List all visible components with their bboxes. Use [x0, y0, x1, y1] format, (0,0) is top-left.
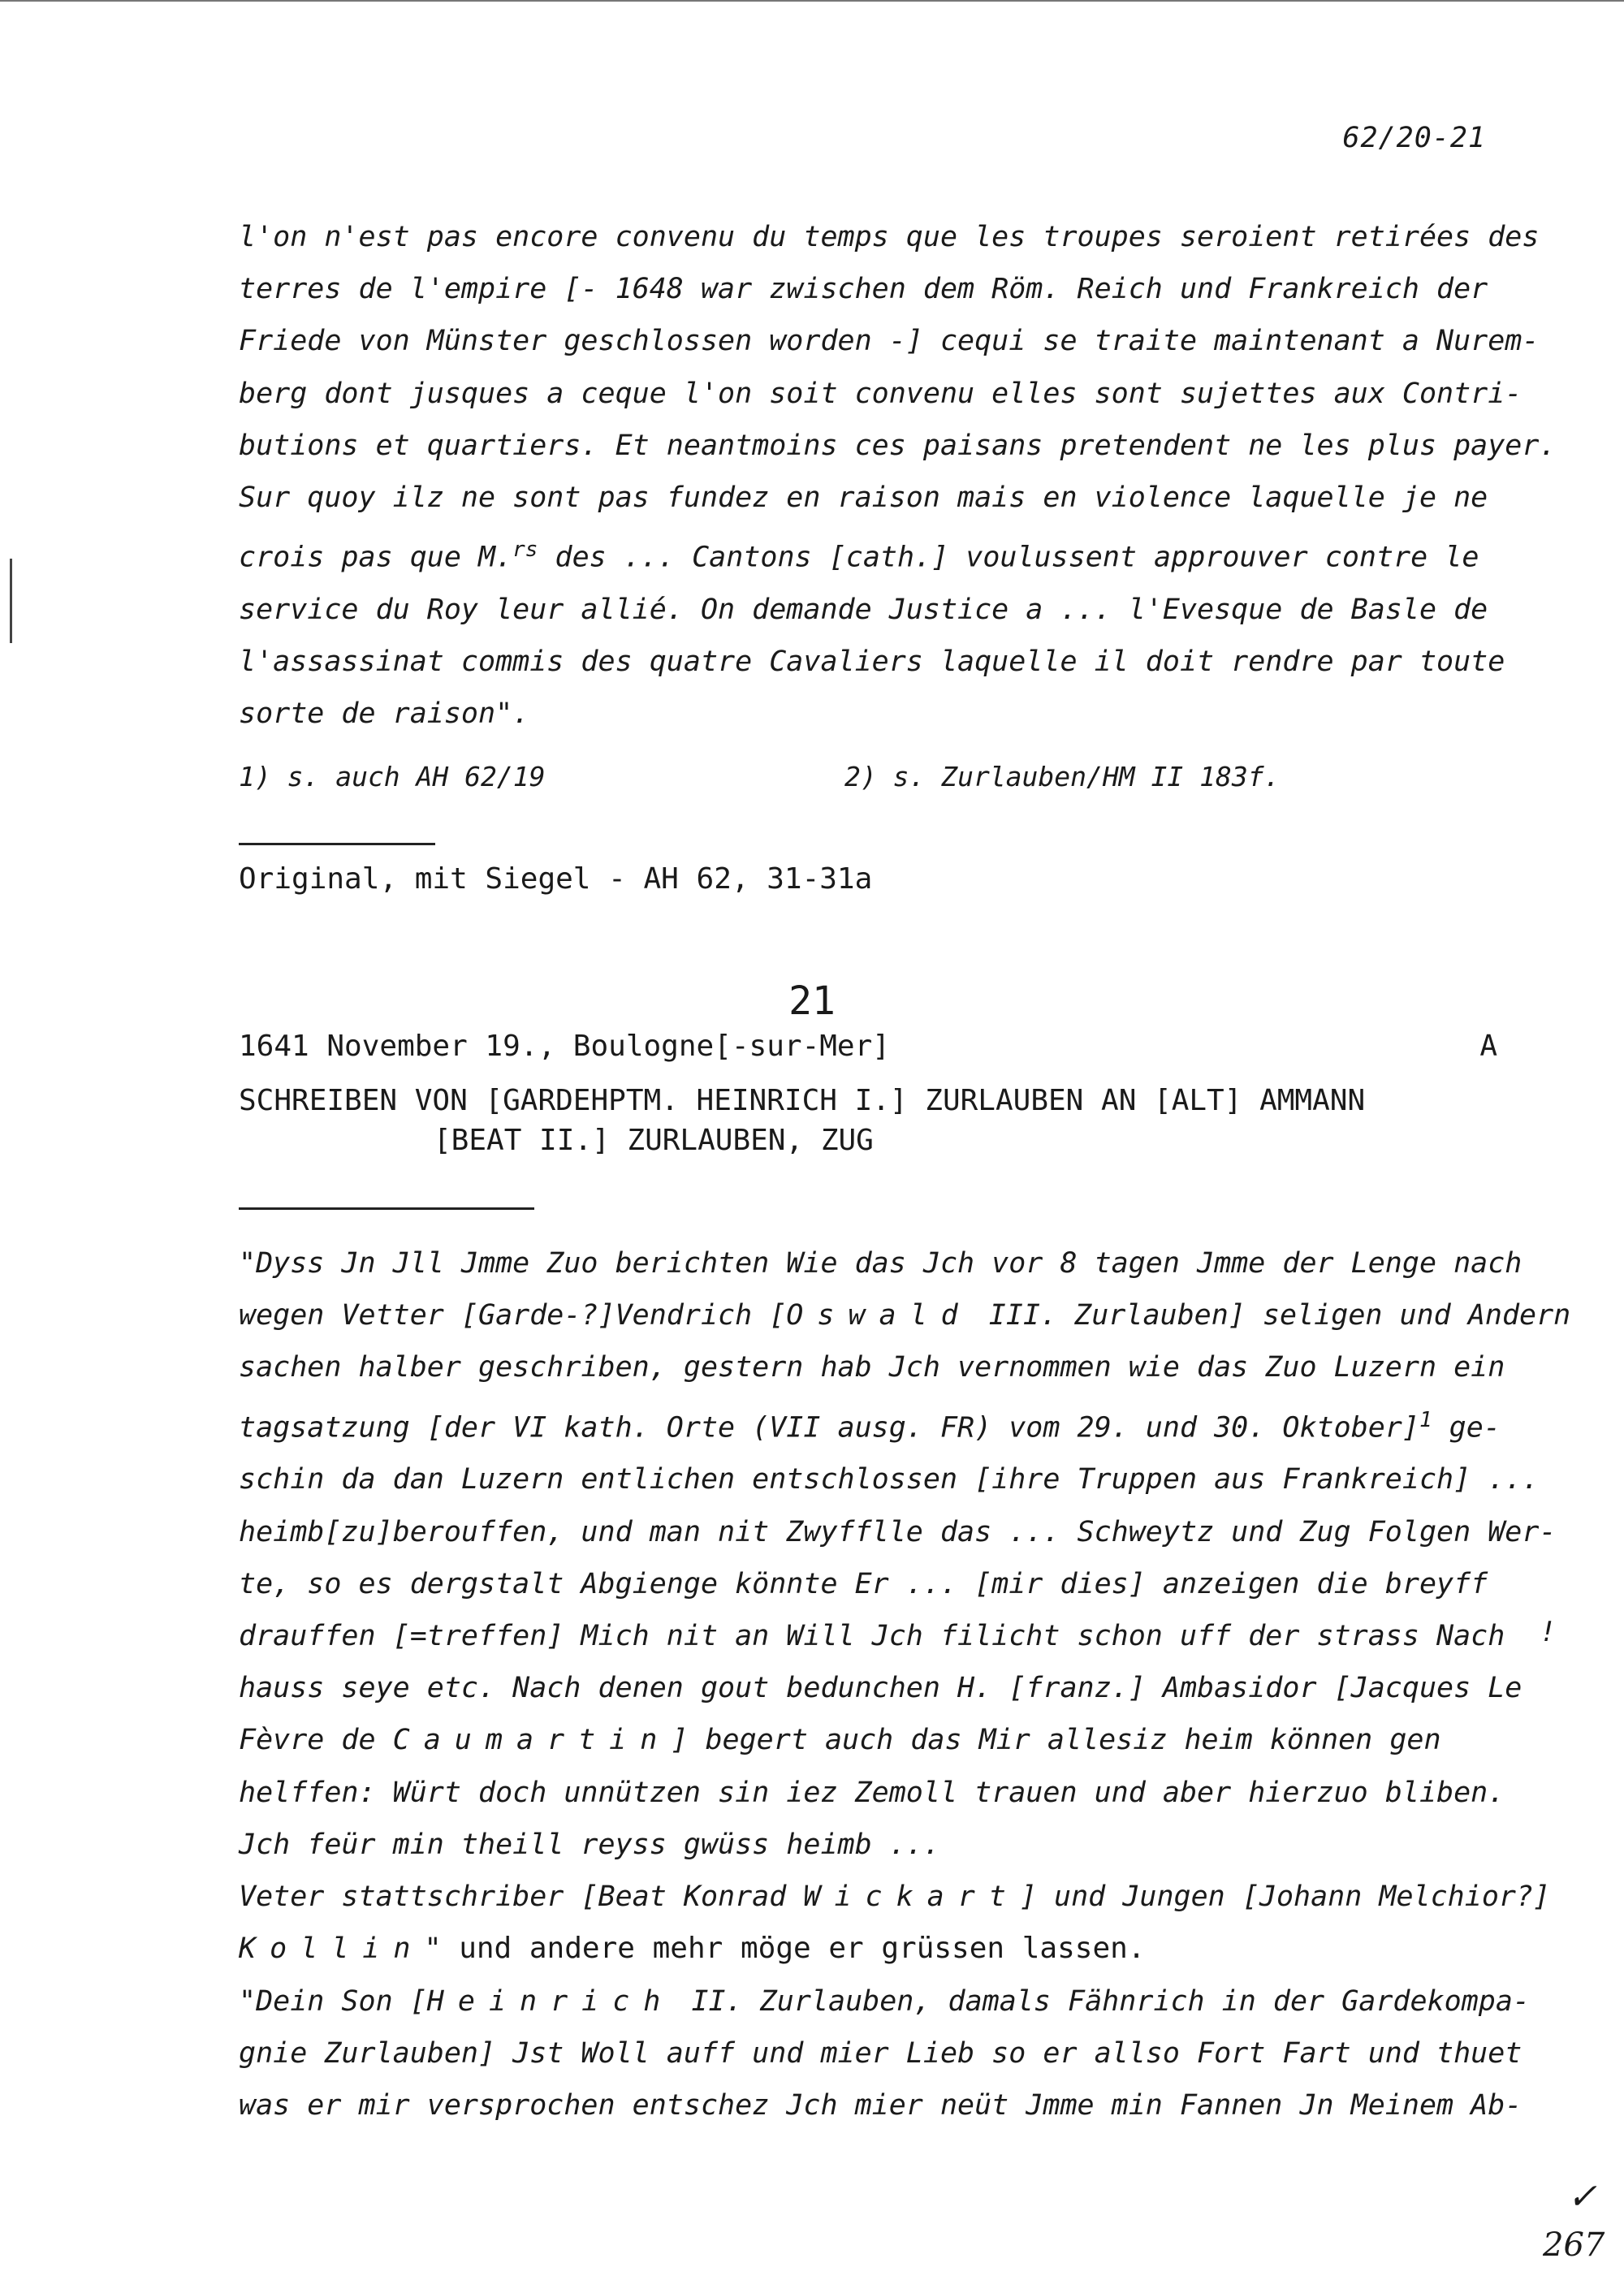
text-line: "Dyss Jn Jll Jmme Zuo berichten Wie das Jch vor 8 tagen Jmme der Lenge nach — [239, 1247, 1522, 1280]
editorial-text: und andere mehr möge er grüssen lassen. — [441, 1932, 1146, 1966]
text-line: hauss seye etc. Nach denen gout bedunchen H. [franz.] Ambasidor [Jacques Le — [239, 1672, 1522, 1705]
text-fragment: crois pas que M. — [239, 541, 513, 574]
text-line — [239, 1714, 1570, 1766]
binding-edge-mark — [10, 559, 12, 643]
text-line: helffen: Würt doch unnützen sin iez Zemoll trauen und aber hierzuo bliben. — [239, 1776, 1505, 1809]
date-place: 1641 November 19., Boulogne[-sur-Mer] — [239, 1030, 890, 1063]
document-date-place — [239, 1030, 1497, 1063]
text-fragment: " — [424, 1932, 442, 1966]
text-fragment: II. Zurlauben, damals Fähnrich in der Gardekompa- — [674, 1984, 1530, 2018]
text-line: Jch feür min theill reyss gwüss heimb ... — [239, 1828, 940, 1861]
text-line: heimb[zu]berouffen, und man nit Zwyfflle das ... Schweytz und Zug Folgen Wer- — [239, 1515, 1557, 1548]
text-line — [239, 1871, 1570, 1923]
text-line: terres de l'empire [- 1648 war zwischen dem Röm. Reich und Frankreich der — [239, 273, 1488, 306]
text-line — [239, 1976, 1570, 2027]
text-line — [239, 1394, 1570, 1454]
text-line: l'assassinat commis des quatre Cavaliers laquelle il doit rendre par toute — [239, 646, 1505, 679]
language-code: A — [1479, 1030, 1497, 1063]
superscript: rs — [512, 538, 538, 563]
text-fragment: III. Zurlauben] seligen und Andern — [971, 1299, 1571, 1332]
text-line: service du Roy leur allié. On demande Justice a ... l'Evesque de Basle de — [239, 594, 1488, 627]
footnote-2: 2) s. Zurlauben/HM II 183f. — [844, 761, 1281, 792]
text-line: berg dont jusques a ceque l'on soit convenu elles sont sujettes aux Contri- — [239, 377, 1522, 410]
source-note: Original, mit Siegel - AH 62, 31-31a — [239, 862, 873, 896]
handwritten-check-mark: ✓ — [1567, 2176, 1597, 2217]
text-line: te, so es dergstalt Abgienge könnte Er ... [mir dies] anzeigen die breyff — [239, 1567, 1488, 1600]
text-line: drauffen [=treffen] Mich nit an Will Jch filicht schon uff der strass Nach — [239, 1620, 1505, 1653]
handwritten-folio-number: 267 — [1543, 2226, 1605, 2264]
text-line: was er mir versprochen entschez Jch mier neüt Jmme min Fannen Jn Meinem Ab- — [239, 2088, 1522, 2122]
text-fragment: Veter stattschriber [Beat Konrad — [239, 1881, 804, 1914]
text-line: schin da dan Luzern entlichen entschlossen [ihre Truppen aus Frankreich] ... — [239, 1463, 1540, 1496]
person-name: Kollin — [239, 1932, 425, 1966]
document-title-line-1: SCHREIBEN VON [GARDEHPTM. HEINRICH I.] ZURLAUBEN AN [ALT] AMMANN — [239, 1084, 1366, 1117]
text-line — [239, 524, 1557, 584]
document-title-line-2: [BEAT II.] ZURLAUBEN, ZUG — [434, 1124, 874, 1157]
margin-mark: ! — [1540, 1616, 1557, 1648]
person-name: Oswald — [786, 1299, 972, 1332]
text-fragment: "Dein Son [ — [239, 1984, 427, 2018]
text-fragment: ] und Jungen [Johann Melchior?] — [1019, 1881, 1551, 1914]
header-divider — [239, 1207, 534, 1210]
text-line: Sur quoy ilz ne sont pas fundez en raison mais en violence laquelle je ne — [239, 481, 1488, 515]
footnote-ref: 1 — [1419, 1407, 1432, 1432]
footnote-divider — [239, 843, 435, 845]
text-fragment: wegen Vetter [Garde-?]Vendrich [ — [239, 1299, 787, 1332]
text-line — [239, 1923, 1570, 1975]
text-line — [239, 1289, 1570, 1341]
letter-continuation — [239, 211, 1557, 741]
text-fragment: ge- — [1432, 1411, 1501, 1444]
document-number: 21 — [788, 978, 836, 1024]
person-name: Wickart — [803, 1881, 1020, 1914]
text-fragment: des ... Cantons [cath.] voulussent approuver contre le — [538, 541, 1479, 574]
text-fragment: Fèvre de — [239, 1724, 393, 1757]
text-line: gnie Zurlauben] Jst Woll auff und mier Lieb so er allso Fort Fart und thuet — [239, 2036, 1522, 2070]
text-fragment: ] begert auch das Mir allesiz heim können gen — [671, 1724, 1441, 1757]
letter-body — [239, 1237, 1570, 2131]
text-fragment: tagsatzung [der VI kath. Orte (VII ausg. FR) vom 29. und 30. Oktober] — [239, 1411, 1419, 1444]
text-line: sachen halber geschriben, gestern hab Jch vernommen wie das Zuo Luzern ein — [239, 1351, 1505, 1384]
text-line: l'on n'est pas encore convenu du temps que les troupes seroient retirées des — [239, 221, 1540, 253]
person-name: Caumartin — [392, 1724, 672, 1757]
page-number: 62/20-21 — [1342, 122, 1486, 154]
text-line: butions et quartiers. Et neantmoins ces paisans pretendent ne les plus payer. — [239, 429, 1557, 462]
footnote-1: 1) s. auch AH 62/19 — [239, 761, 546, 792]
text-line: Friede von Münster geschlossen worden -] cequi se traite maintenant a Nurem- — [239, 325, 1540, 358]
person-name: Heinrich — [426, 1984, 675, 2018]
text-line: sorte de raison". — [239, 697, 530, 731]
top-border-line — [0, 0, 1624, 2]
